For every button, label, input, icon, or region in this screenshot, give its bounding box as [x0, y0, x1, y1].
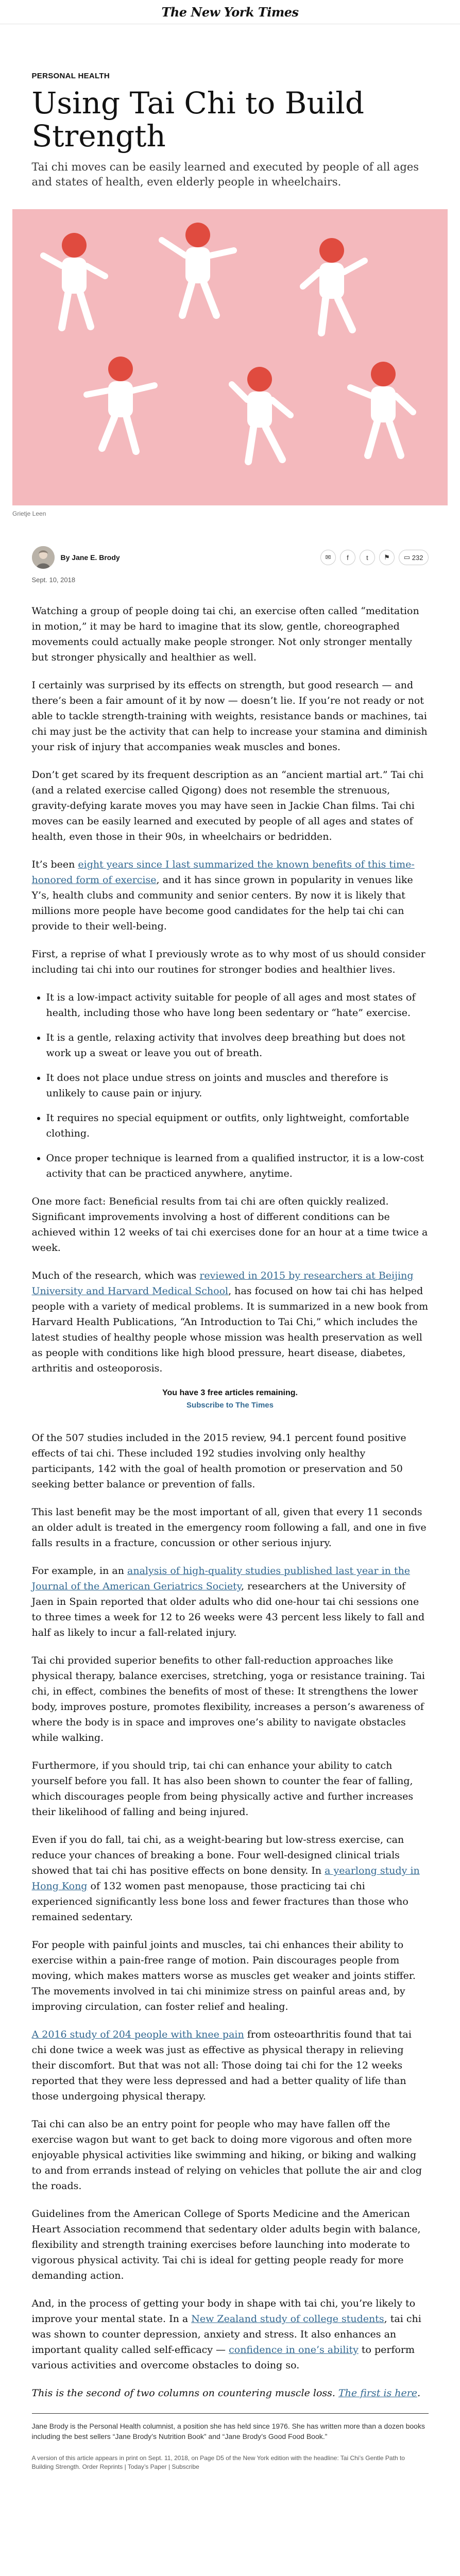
- list-item: • Once proper technique is learned from a qualified instructor, it is a low-cost activity that can be practiced anywhere, anytime.: [46, 1150, 429, 1181]
- twitter-icon[interactable]: t: [360, 550, 375, 565]
- paywall-notice: [32, 1388, 429, 1410]
- list-item: • It does not place undue stress on joints and muscles and therefore is unlikely to cause pain or injury.: [46, 1070, 429, 1101]
- paragraph-11: Tai chi provided superior benefits to other fall-reduction approaches like physical therapy, balance exercises, stretching, yoga or resistance training. Tai chi, in effect, combines the benefits of most of these: It strengthens the lower body, improves posture, promotes flexibility, increases a person’s awareness of where the body is in space and improves one’s ability to navigate obstacles while walking.: [31, 1655, 425, 1743]
- print-edition-note: A version of this article appears in print on Sept. 11, 2018, on Page D5 of the New York edition with the headline: Tai Chi’s Gentle Path to Building Strength. Order Reprints | Today’s Paper | Subscribe: [31, 2454, 405, 2470]
- comments-button[interactable]: [399, 550, 429, 565]
- site-header: [0, 0, 460, 24]
- benefits-list: [32, 990, 429, 1181]
- byline: [32, 546, 120, 569]
- list-item: • It requires no special equipment or outfits, only lightweight, comfortable clothing.: [46, 1110, 429, 1141]
- list-item: • It is a low-impact activity suitable for people of all ages and most states of health, including those who have long been sedentary or “hate” exercise.: [46, 990, 429, 1021]
- save-icon[interactable]: ⚑: [379, 550, 395, 565]
- text: Much of the research, which was: [31, 1270, 200, 1281]
- paragraph-18: [32, 2296, 429, 2373]
- article-header: [32, 72, 429, 190]
- paragraph-17: Guidelines from the American College of Sports Medicine and the American Heart Association recommend that sedentary older adults begin with balance, flexibility and strength training exercises before launching into moderate to vigorous physical activity. Tai chi is ideal for getting people ready for more demanding action.: [31, 2208, 421, 2281]
- paragraph-3: Don’t get scared by its frequent description as an “ancient martial art.” Tai chi (and a related exercise called Qigong) does not resemble the strenuous, gravity-defying karate moves you may have seen in Jackie Chan films. Tai chi moves can be easily learned and executed by people of all ages and states of health, even those in their 90s, in wheelchairs or bedridden.: [31, 769, 424, 842]
- section-label[interactable]: PERSONAL HEALTH: [31, 72, 110, 80]
- paragraph-10: [32, 1563, 429, 1640]
- author-portrait: [32, 546, 55, 569]
- facebook-icon[interactable]: f: [340, 550, 355, 565]
- inline-link[interactable]: a yearlong study in Hong Kong: [31, 1865, 420, 1892]
- article-title: Using Tai Chi to Build Strength: [31, 86, 364, 154]
- publish-date: Sept. 10, 2018: [31, 576, 76, 584]
- text: to perform various activities and overcome obstacles to doing so.: [31, 2344, 415, 2371]
- inline-link[interactable]: analysis of high-quality studies published last year in the Journal of the American Geriatrics Society: [31, 1565, 411, 1592]
- article-summary: Tai chi moves can be easily learned and executed by people of all ages and states of health, even elderly people in wheelchairs.: [31, 161, 419, 188]
- paragraph-16: Tai chi can also be an entry point for people who may have fallen off the exercise wagon but want to get back to doing more vigorous and often more enjoyable physical activities like swimming and hiking, or biking and walking to and from errands instead of relying on vehicles that pollute the air and clog the roads.: [31, 2119, 422, 2192]
- paragraph-5: First, a reprise of what I previously wrote as to why most of us should consider including tai chi into our routines for stronger bodies and healthier lives.: [31, 948, 425, 975]
- text: , tai chi was shown to counter depression, anxiety and stress. It also enhances an important quality called self-efficacy —: [31, 2313, 421, 2355]
- text: , researchers at the University of Jaen in Spain reported that older adults who did one-hour tai chi sessions one to three times a week for 12 to 26 weeks were 43 percent less likely to fall and half as likely to incur a fall-related injury.: [31, 1581, 425, 1638]
- inline-link[interactable]: The first is here: [338, 2387, 418, 2399]
- inline-link[interactable]: reviewed in 2015 by researchers at Beijing University and Harvard Medical School: [31, 1270, 414, 1297]
- hero-illustration: [12, 209, 448, 505]
- paragraph-1: Watching a group of people doing tai chi, an exercise often called “meditation in motion,” it may be hard to imagine that its slow, gentle, choreographed movements could actually make people stronger. Not only stronger mentally but stronger physically and healthier as well.: [31, 605, 419, 663]
- article-meta: [32, 546, 429, 569]
- tai-chi-figures-illustration: [12, 209, 448, 505]
- paragraph-15: [32, 2027, 429, 2104]
- paragraph-7: [32, 1268, 429, 1376]
- article: [0, 72, 460, 2471]
- free-articles-remaining: You have 3 free articles remaining.: [162, 1388, 298, 1397]
- paragraph-4: [32, 857, 429, 934]
- text: .: [417, 2387, 421, 2399]
- paragraph-19: [32, 2385, 429, 2401]
- paragraph-2: I certainly was surprised by its effects on strength, but good research — and there’s been a fair amount of it by now — doesn’t lie. If you’re not ready or not able to tackle strength-training with weights, resistance bands or machines, tai chi may just be the activity that can help to increase your stamina and diminish your risk of injury that accompanies weak muscles and bones.: [31, 680, 428, 753]
- paragraph-13: [32, 1832, 429, 1925]
- text: It’s been: [31, 859, 78, 870]
- text: Even if you do fall, tai chi, as a weight-bearing but low-stress exercise, can reduce your chances of breaking a bone. Four well-designed clinical trials showed that tai chi has positive effects on bone density. In: [31, 1834, 404, 1876]
- inline-link[interactable]: eight years since I last summarized the known benefits of this time-honored form of exercise: [31, 859, 415, 886]
- inline-link[interactable]: confidence in one’s ability: [229, 2344, 359, 2355]
- nyt-logo[interactable]: The New York Times: [161, 4, 299, 20]
- comment-count: 232: [412, 553, 423, 562]
- text: And, in the process of getting your body in shape with tai chi, you’re likely to improve your mental state. In a: [31, 2298, 416, 2325]
- author-name[interactable]: By Jane E. Brody: [60, 553, 120, 562]
- author-avatar: [32, 546, 55, 569]
- text: This is the second of two columns on countering muscle loss.: [31, 2387, 338, 2399]
- paragraph-6: One more fact: Beneficial results from tai chi are often quickly realized. Significant improvements involving a host of different conditions can be achieved within 12 weeks of tai chi exercises done for an hour at a time twice a week.: [31, 1196, 428, 1253]
- author-bio: Jane Brody is the Personal Health columnist, a position she has held since 1976. She has written more than a dozen books including the best sellers “Jane Brody’s Nutrition Book” and “Jane Brody’s Good Food Book.”: [32, 2413, 429, 2442]
- subscribe-link[interactable]: Subscribe to The Times: [186, 1401, 274, 1410]
- paragraph-14: For people with painful joints and muscles, tai chi enhances their ability to exercise within a pain-free range of motion. Pain discourages people from moving, which makes matters worse as muscles get weaker and joints stiffer. The movements involved in tai chi minimize stress on painful areas and, by improving circulation, can foster relief and healing.: [31, 1939, 416, 2012]
- paragraph-8: Of the 507 studies included in the 2015 review, 94.1 percent found positive effects of tai chi. These included 192 studies involving only healthy participants, 142 with the goal of health promotion or preservation and 50 seeking better balance or prevention of falls.: [31, 1432, 406, 1490]
- image-credit: Grietje Leen: [12, 510, 46, 517]
- text: from osteoarthritis found that tai chi done twice a week was just as effective as physical therapy in relieving their discomfort. But that was not all: Those doing tai chi for the 12 weeks reported that they were less depressed and had a better quality of life than those undergoing physical therapy.: [31, 2029, 412, 2102]
- text: , and it has since grown in popularity in venues like Y’s, health clubs and community and senior centers. By now it is likely that millions more people have become good candidates for the help tai chi can provide to their well-being.: [31, 874, 413, 932]
- text: of 132 women past menopause, those practicing tai chi experienced significantly less bone loss and fewer fractures than those who remained sedentary.: [31, 1880, 408, 1923]
- text: For example, in an: [31, 1565, 128, 1577]
- paragraph-9: This last benefit may be the most important of all, given that every 11 seconds an older adult is treated in the emergency room following a fall, and one in five falls results in a fracture, concussion or other serious injury.: [31, 1506, 427, 1549]
- inline-link[interactable]: New Zealand study of college students: [191, 2313, 384, 2325]
- share-tools: [316, 550, 429, 565]
- list-item: • It is a gentle, relaxing activity that involves deep breathing but does not work up a sweat or leave you out of breath.: [46, 1030, 429, 1061]
- text: , has focused on how tai chi has helped people with a variety of medical problems. It is summarized in a new book from Harvard Health Publications, “An Introduction to Tai Chi,” which includes the latest studies of healthy people whose mission was health preservation as well as people with conditions like high blood pressure, heart disease, diabetes, arthritis and osteoporosis.: [31, 1285, 429, 1374]
- paragraph-12: Furthermore, if you should trip, tai chi can enhance your ability to catch yourself before you fall. It has also been shown to counter the fear of falling, which discourages people from being physically active and further increases their likelihood of falling and being injured.: [31, 1760, 414, 1818]
- inline-link[interactable]: A 2016 study of 204 people with knee pain: [31, 2029, 244, 2040]
- email-icon[interactable]: ✉: [320, 550, 336, 565]
- comment-icon: ▭: [403, 553, 412, 561]
- article-body: [32, 603, 429, 2471]
